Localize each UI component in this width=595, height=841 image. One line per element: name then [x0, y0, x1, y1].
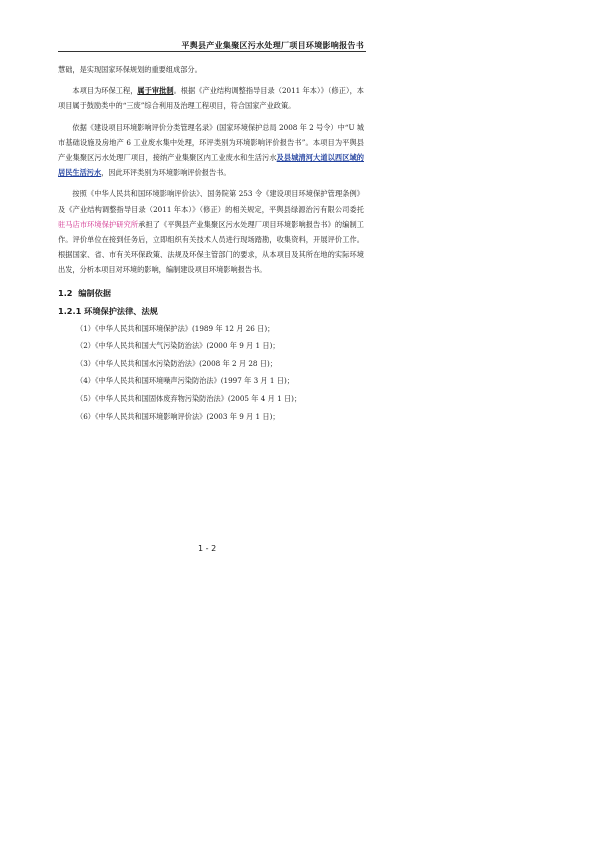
approval-system-emphasis: 属于审批制 [137, 86, 174, 96]
subsection-number: 1.2.1 [58, 305, 82, 316]
research-institute-name: 驻马店市环境保护研究所 [58, 219, 139, 229]
text-run: 按照《中华人民共和国环境影响评价法》、国务院第 253 令《建设项目环境保护管理条例》及《产业结构调整指导目录（2011 年本）》（修正）的相关规定，平舆县绿源治污有限公司委托 [58, 189, 364, 214]
law-list-item: （2）《中华人民共和国大气污染防治法》(2000 年 9 月 1 日)； [76, 341, 280, 351]
text-run: ，因此环评类别为环境影响评价报告书。 [101, 168, 231, 178]
law-list-item: （3）《中华人民共和国水污染防治法》(2008 年 2 月 28 日)； [76, 358, 277, 368]
paragraph-eia-category [58, 120, 364, 181]
page-number: 1 - 2 [198, 544, 217, 553]
section-title: 编制依据 [78, 287, 111, 298]
section-heading [58, 286, 364, 301]
text-run: 依据《建设项目环境影响评价分类管理名录》(国家环境保护总局 2008 年 2 号令）中“U 城市基础设施及房地产 6 工业废水集中处理，环评类别为环境影响评价报告书”。本项目为平舆县产业集聚区污水处理厂项目，接纳产业集聚区内工业废水和生活污水 [58, 122, 364, 163]
section-number: 1.2 [58, 287, 73, 298]
paragraph-commission [58, 186, 364, 277]
subsection-heading [58, 303, 364, 320]
law-list-item: （6）《中华人民共和国环境影响评价法》(2003 年 9 月 1 日)； [76, 411, 280, 421]
residential-sewage-link[interactable]: 及县城清河大道以西区域的居民生活污水 [58, 153, 364, 178]
text-run: 承担了《平舆县产业集聚区污水处理厂项目环境影响报告书》的编制工作。评价单位在接到任务后，立即组织有关技术人员进行现场踏勘，收集资料，开展评价工作。根据国家、省、市有关环保政策、法规及环保主管部门的要求，从本项目及其所在地的实际环境出发，分析本项目对环境的影响，编制建设项目环境影响报告书。 [58, 219, 364, 275]
document-body [58, 62, 364, 425]
text-run: 。根据《产业结构调整指导目录（2011 年本）》（修正），本项目属于鼓励类中的“三废”综合利用及治理工程项目，符合国家产业政策。 [58, 86, 364, 111]
law-list-item: （5）《中华人民共和国固体废弃物污染防治法》(2005 年 4 月 1 日)； [76, 394, 302, 404]
law-list-item: （4）《中华人民共和国环境噪声污染防治法》(1997 年 3 月 1 日)； [76, 376, 294, 386]
text-run: 本项目为环保工程， [72, 86, 138, 96]
paragraph-continuation: 慧础，是实现国家环保规划的重要组成部分。 [58, 65, 202, 74]
paragraph-industry-policy [58, 83, 364, 113]
subsection-title: 环境保护法律、法规 [84, 305, 158, 316]
law-list-item: （1）《中华人民共和国环境保护法》(1989 年 12 月 26 日)； [76, 323, 275, 333]
header-divider [58, 51, 366, 52]
page-header: 平舆县产业集聚区污水处理厂项目环境影响报告书 [181, 40, 364, 50]
